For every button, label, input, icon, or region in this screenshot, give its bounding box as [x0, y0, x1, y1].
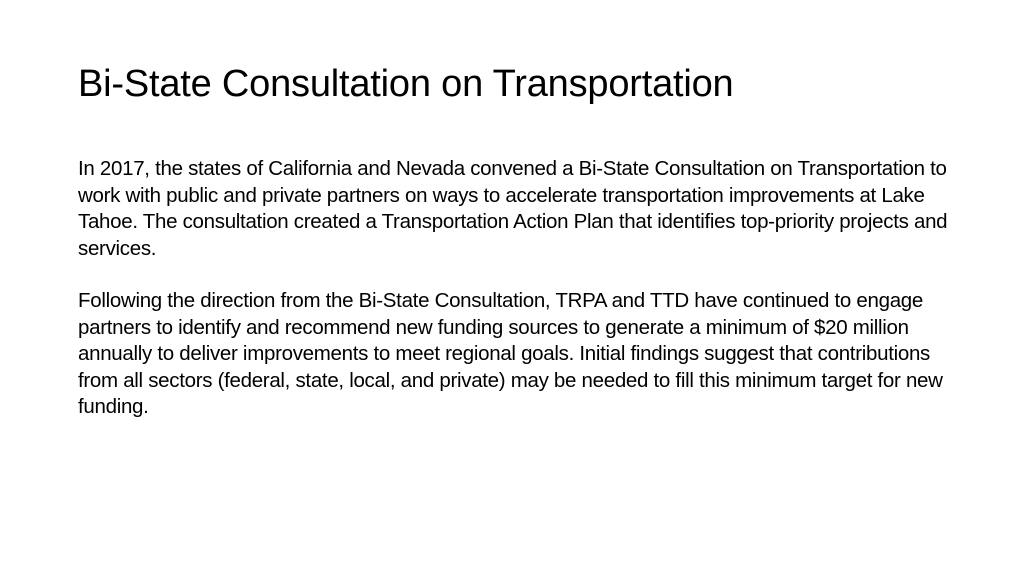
slide-body — [78, 156, 958, 421]
body-paragraph-2: Following the direction from the Bi-State Consultation, TRPA and TTD have continued to engage partners to identify and recommend new funding sources to generate a minimum of $20 million annually to deliver improvements to meet regional goals. Initial findings suggest that contributions from all sectors (federal, state, local, and private) may be needed to fill this minimum target for new funding. — [78, 289, 943, 418]
body-paragraph-1: In 2017, the states of California and Nevada convened a Bi-State Consultation on Transportation to work with public and private partners on ways to accelerate transportation improvements at Lake Tahoe. The consultation created a Transportation Action Plan that identifies top-priority projects and services. — [78, 157, 948, 260]
slide-title: Bi-State Consultation on Transportation — [78, 63, 734, 105]
